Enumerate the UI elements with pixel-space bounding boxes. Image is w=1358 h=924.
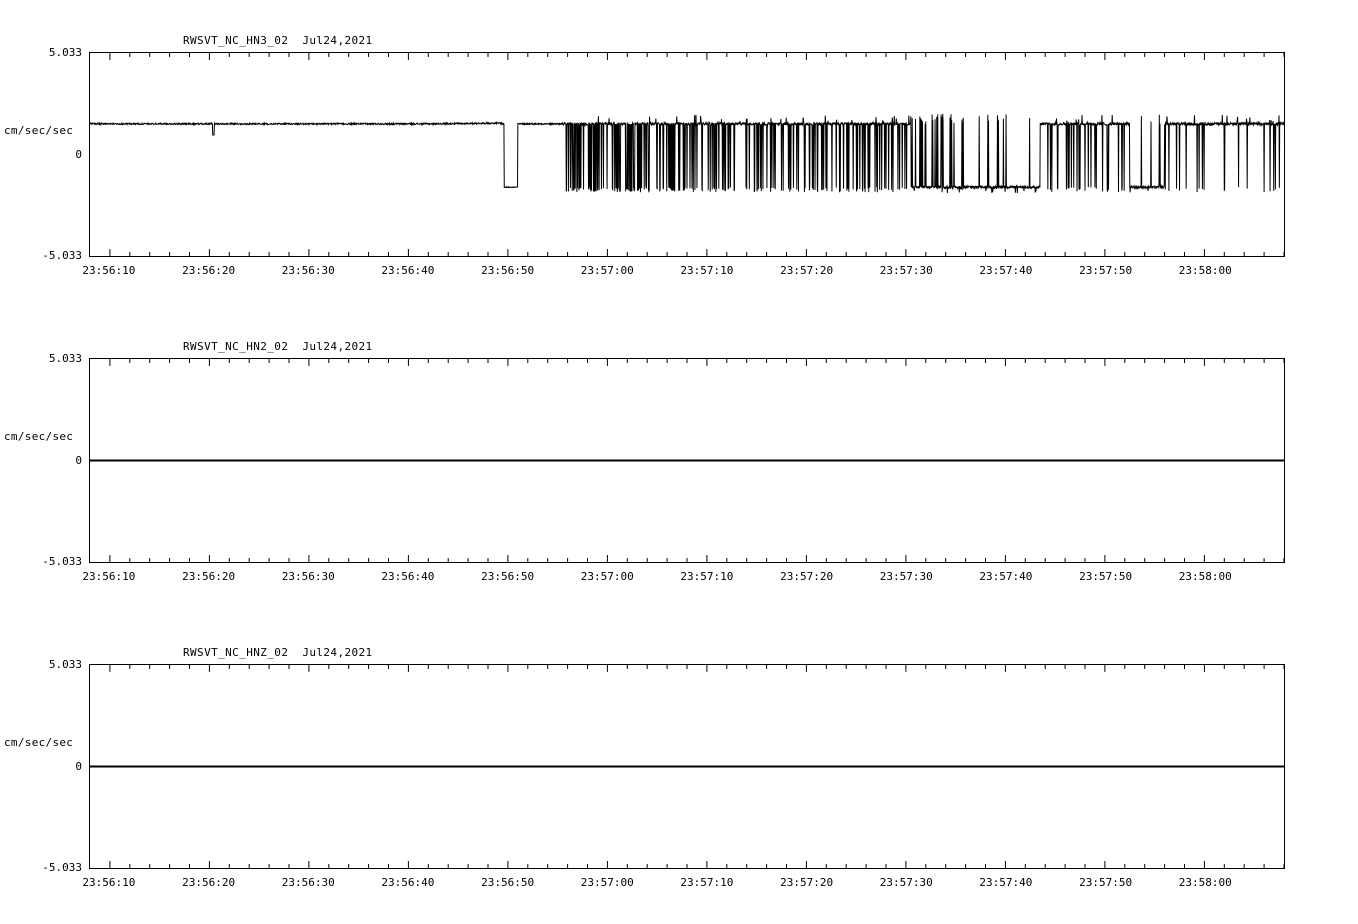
y-tick-mid-hn3: 0 [75, 148, 82, 161]
y-axis-label-hnz: cm/sec/sec [4, 736, 74, 749]
x-tick-label: 23:56:20 [182, 876, 236, 889]
x-tick-label: 23:56:30 [281, 876, 335, 889]
x-tick-label: 23:57:00 [580, 876, 634, 889]
y-tick-top-wrap-hnz [0, 658, 82, 670]
y-tick-bottom-hn3: -5.033 [42, 249, 82, 262]
x-tick-label: 23:58:00 [1178, 876, 1232, 889]
y-tick-top-wrap-hn3 [0, 46, 82, 58]
x-axis-labels-hnz [82, 876, 1285, 892]
y-tick-mid-wrap-hn3 [0, 148, 82, 160]
plot-area-hn3 [89, 52, 1285, 257]
panel-title-text: RWSVT_NC_HN2_02 [183, 340, 289, 353]
x-tick-label: 23:56:10 [82, 876, 136, 889]
x-tick-label: 23:57:20 [780, 570, 834, 583]
x-tick-label: 23:57:00 [580, 570, 634, 583]
x-tick-label: 23:57:20 [780, 264, 834, 277]
panel-title-date: Jul24,2021 [302, 340, 373, 353]
x-tick-label: 23:57:00 [580, 264, 634, 277]
panel-title-hnz [183, 646, 373, 659]
y-tick-top-wrap-hn2 [0, 352, 82, 364]
x-tick-label: 23:56:30 [281, 570, 335, 583]
x-tick-label: 23:58:00 [1178, 264, 1232, 277]
y-tick-bottom-wrap-hn3 [0, 249, 82, 261]
x-tick-label: 23:57:10 [680, 876, 734, 889]
x-tick-label: 23:56:50 [481, 570, 535, 583]
plot-area-hnz [89, 664, 1285, 869]
waveform-trace-hnz [90, 665, 1284, 868]
waveform-trace-hn2 [90, 359, 1284, 562]
x-tick-label: 23:57:30 [879, 570, 933, 583]
x-tick-label: 23:57:40 [979, 876, 1033, 889]
x-tick-label: 23:57:10 [680, 264, 734, 277]
x-axis-labels-hn2 [82, 570, 1285, 586]
x-tick-label: 23:56:40 [381, 570, 435, 583]
x-tick-label: 23:57:50 [1079, 264, 1133, 277]
panel-title-date: Jul24,2021 [302, 34, 373, 47]
y-tick-bottom-wrap-hn2 [0, 555, 82, 567]
y-tick-top-hnz: 5.033 [48, 658, 82, 671]
y-tick-bottom-wrap-hnz [0, 861, 82, 873]
x-axis-labels-hn3 [82, 264, 1285, 280]
y-tick-mid-wrap-hnz [0, 760, 82, 772]
x-tick-label: 23:56:40 [381, 264, 435, 277]
panel-title-hn2 [183, 340, 373, 353]
x-tick-label: 23:56:40 [381, 876, 435, 889]
y-tick-mid-wrap-hn2 [0, 454, 82, 466]
x-tick-label: 23:56:30 [281, 264, 335, 277]
y-tick-top-hn2: 5.033 [48, 352, 82, 365]
x-tick-label: 23:57:30 [879, 264, 933, 277]
waveform-panel-hnz [0, 618, 1358, 908]
x-tick-label: 23:56:50 [481, 876, 535, 889]
y-tick-top-hn3: 5.033 [48, 46, 82, 59]
waveform-panel-hn2 [0, 312, 1358, 602]
x-tick-label: 23:57:50 [1079, 570, 1133, 583]
x-tick-label: 23:57:10 [680, 570, 734, 583]
x-tick-label: 23:57:30 [879, 876, 933, 889]
y-tick-bottom-hnz: -5.033 [42, 861, 82, 874]
x-tick-label: 23:56:10 [82, 570, 136, 583]
y-tick-mid-hnz: 0 [75, 760, 82, 773]
x-tick-label: 23:57:50 [1079, 876, 1133, 889]
x-tick-label: 23:58:00 [1178, 570, 1232, 583]
x-tick-label: 23:56:50 [481, 264, 535, 277]
plot-area-hn2 [89, 358, 1285, 563]
y-axis-label-hn2: cm/sec/sec [4, 430, 74, 443]
waveform-panel-hn3 [0, 6, 1358, 296]
panel-title-text: RWSVT_NC_HN3_02 [183, 34, 289, 47]
x-tick-label: 23:56:10 [82, 264, 136, 277]
panel-title-hn3 [183, 34, 373, 47]
x-tick-label: 23:57:20 [780, 876, 834, 889]
panel-title-text: RWSVT_NC_HNZ_02 [183, 646, 289, 659]
x-tick-label: 23:56:20 [182, 570, 236, 583]
y-tick-mid-hn2: 0 [75, 454, 82, 467]
waveform-trace-hn3 [90, 53, 1284, 256]
x-tick-label: 23:56:20 [182, 264, 236, 277]
y-tick-bottom-hn2: -5.033 [42, 555, 82, 568]
panel-title-date: Jul24,2021 [302, 646, 373, 659]
y-axis-label-hn3: cm/sec/sec [4, 124, 74, 137]
x-tick-label: 23:57:40 [979, 570, 1033, 583]
x-tick-label: 23:57:40 [979, 264, 1033, 277]
